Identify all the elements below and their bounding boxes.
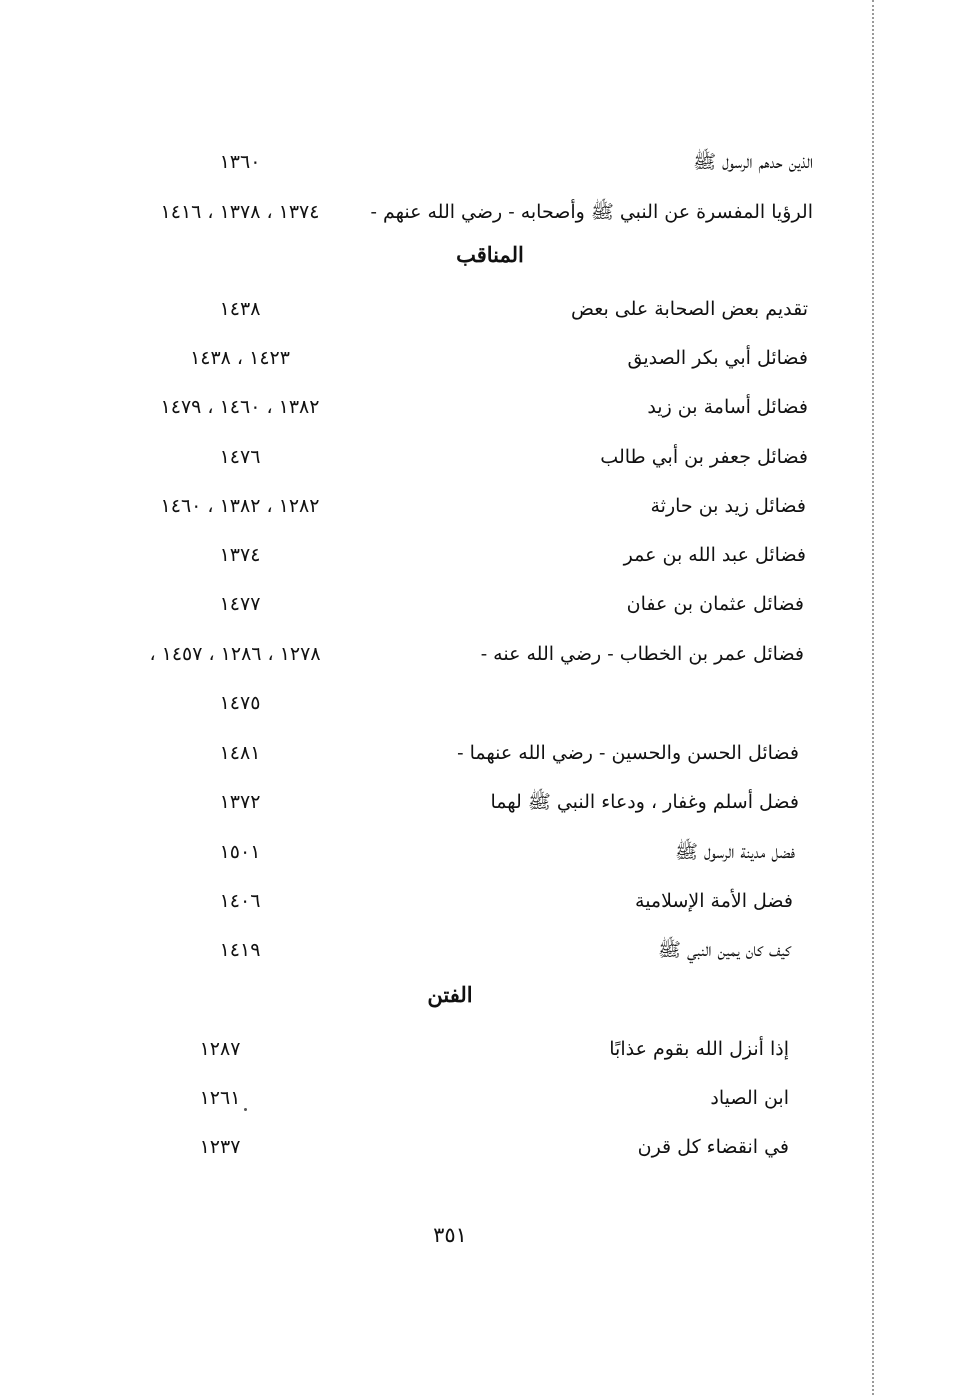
index-row bbox=[0, 835, 975, 869]
section-heading: المناقب bbox=[456, 242, 524, 267]
entry-text: الرؤيا المفسرة عن النبي ﷺ وأصحابه - رضي الله عنهم - bbox=[370, 201, 813, 223]
entry-text: الذين حدهم الرسول ﷺ bbox=[693, 151, 813, 173]
entry-refs: ١٤٨١ bbox=[219, 742, 261, 764]
entry-refs: ١٤٣٨ bbox=[219, 298, 261, 320]
entry-refs: ١٣٧٢ bbox=[219, 791, 261, 813]
entry-refs: ١٢٨٢ ، ١٣٨٢ ، ١٤٦٠ bbox=[160, 495, 320, 517]
index-row bbox=[0, 1081, 975, 1115]
scan-speck bbox=[244, 1108, 247, 1111]
entry-text: فضل أسلم وغفار ، ودعاء النبي ﷺ لهما bbox=[490, 791, 799, 813]
entry-text: فضل مدينة الرسول ﷺ bbox=[675, 841, 795, 863]
entry-text: ابن الصياد bbox=[710, 1087, 789, 1109]
entry-refs: ١٤٧٦ bbox=[219, 446, 261, 468]
entry-text: كيف كان يمين النبي ﷺ bbox=[658, 939, 791, 961]
index-row bbox=[0, 390, 975, 424]
entry-text: فضائل عبد الله بن عمر bbox=[623, 544, 806, 566]
entry-refs: ١٣٧٤ ، ١٣٧٨ ، ١٤١٦ bbox=[160, 201, 320, 223]
index-row bbox=[0, 933, 975, 967]
index-row bbox=[0, 440, 975, 474]
index-row bbox=[0, 195, 975, 229]
entry-refs: ١٢٨٧ bbox=[199, 1038, 241, 1060]
index-row bbox=[0, 489, 975, 523]
section-heading: الفتن bbox=[427, 982, 473, 1007]
index-row bbox=[0, 637, 975, 671]
index-row bbox=[0, 884, 975, 918]
entry-text: فضل الأمة الإسلامية bbox=[635, 890, 793, 912]
entry-text: فضائل عمر بن الخطاب - رضي الله عنه - bbox=[480, 643, 804, 665]
entry-text: فضائل جعفر بن أبي طالب bbox=[600, 446, 808, 468]
index-row bbox=[0, 785, 975, 819]
entry-text: فضائل أبي بكر الصديق bbox=[627, 347, 808, 369]
index-row bbox=[0, 341, 975, 375]
entry-refs: ١٤٢٣ ، ١٤٣٨ bbox=[190, 347, 290, 369]
index-row bbox=[0, 587, 975, 621]
entry-text: فضائل الحسن والحسين - رضي الله عنهما - bbox=[457, 742, 799, 764]
page-number: ٣٥١ bbox=[433, 1223, 467, 1247]
entry-refs: ١٤٧٧ bbox=[219, 593, 261, 615]
index-row bbox=[0, 736, 975, 770]
entry-text: إذا أنزل الله بقوم عذابًا bbox=[609, 1038, 789, 1060]
entry-refs: ١٣٦٠ bbox=[219, 151, 261, 173]
index-row bbox=[0, 1130, 975, 1164]
entry-refs: ١٤٠٦ bbox=[219, 890, 261, 912]
index-row-continuation bbox=[0, 686, 975, 720]
entry-refs: ١٢٣٧ bbox=[199, 1136, 241, 1158]
entry-refs: ١٢٧٨ ، ١٢٨٦ ، ١٤٥٧ ، bbox=[149, 643, 321, 665]
entry-text: في انقضاء كل قرن bbox=[637, 1136, 789, 1158]
entry-refs: ١٢٦١ bbox=[199, 1087, 241, 1109]
entry-refs: ١٤١٩ bbox=[219, 939, 261, 961]
entry-text: فضائل عثمان بن عفان bbox=[626, 593, 804, 615]
index-row bbox=[0, 538, 975, 572]
entry-refs: ١٥٠١ bbox=[219, 841, 261, 863]
index-row bbox=[0, 145, 975, 179]
entry-text: فضائل أسامة بن زيد bbox=[647, 396, 808, 418]
index-row bbox=[0, 292, 975, 326]
entry-refs: ١٣٧٤ bbox=[219, 544, 261, 566]
entry-refs: ١٤٧٥ bbox=[219, 692, 261, 714]
entry-refs: ١٣٨٢ ، ١٤٦٠ ، ١٤٧٩ bbox=[160, 396, 320, 418]
entry-text: فضائل زيد بن حارثة bbox=[650, 495, 806, 517]
entry-text: تقديم بعض الصحابة على بعض bbox=[571, 298, 808, 320]
index-row bbox=[0, 1032, 975, 1066]
